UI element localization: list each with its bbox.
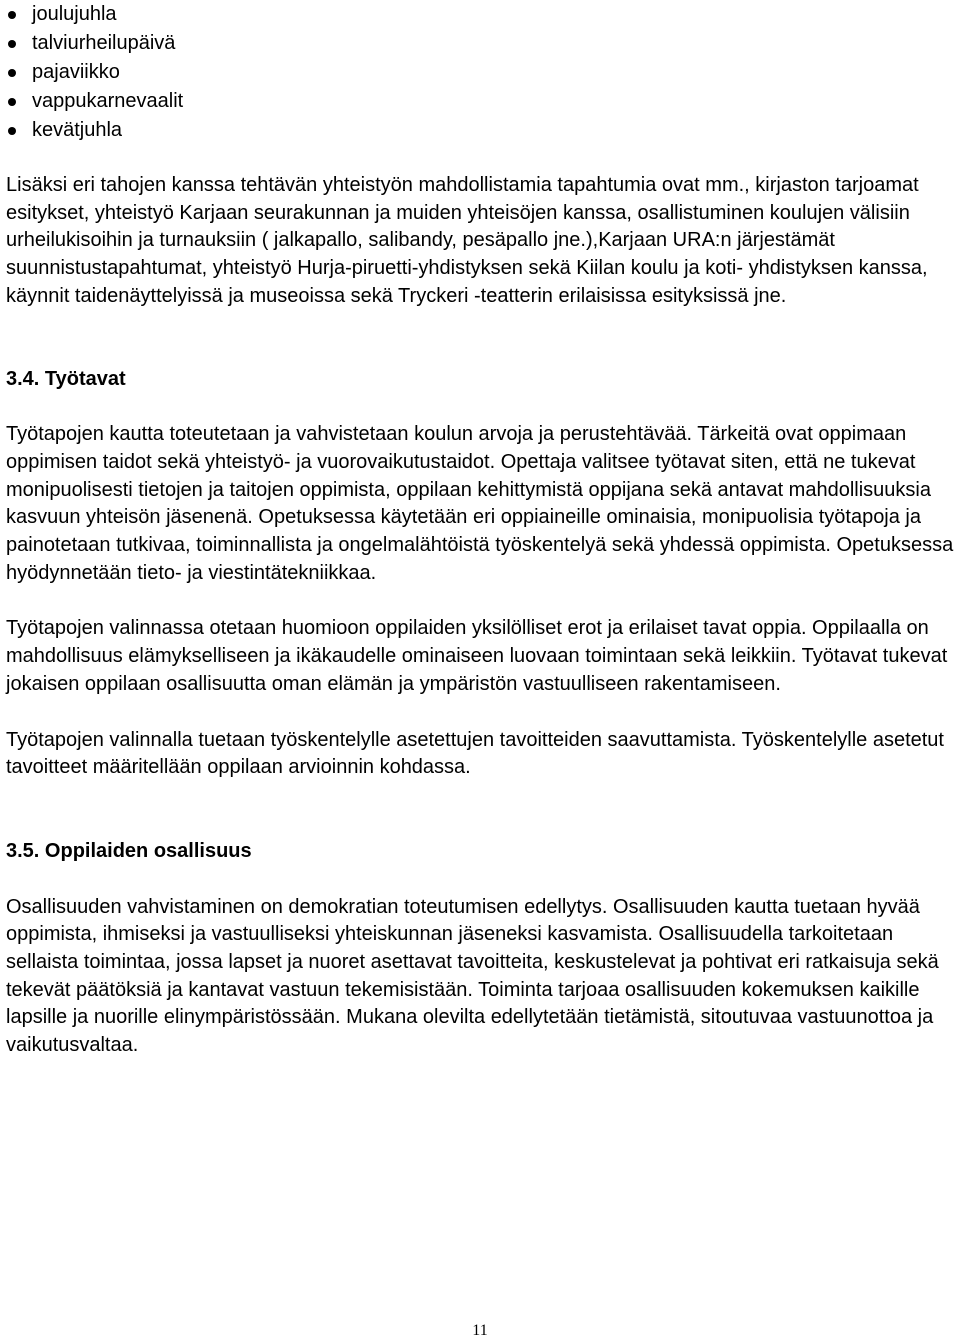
section-heading-tyotavat: 3.4. Työtavat xyxy=(6,367,126,390)
list-item-text: talviurheilupäivä xyxy=(32,32,176,54)
list-item xyxy=(6,87,956,116)
list-item-text: pajaviikko xyxy=(32,61,120,83)
bullet-icon xyxy=(8,69,16,77)
page-number: 11 xyxy=(472,1322,488,1339)
bullet-icon xyxy=(8,40,16,48)
bullet-icon xyxy=(8,11,16,19)
intro-paragraph: Lisäksi eri tahojen kanssa tehtävän yhteistyön mahdollistamia tapahtumia ovat mm., kirjaston tarjoamat esitykset, yhteistyö Karjaan seurakunnan ja muiden yhteisöjen kanssa, osallistuminen koulujen välisiin urheilukisoihin ja turnauksiin ( jalkapallo, salibandy, pesäpallo jne.),Karjaan URA:n järjestämät suunnistustapahtumat, yhteistyö Hurja-piruetti-yhdistyksen sekä Kiilan koulu ja koti- yhdistyksen kanssa, käynnit taidenäyttelyissä ja museoissa sekä Tryckeri -teatterin erilaisissa esityksissä jne. xyxy=(6,174,928,307)
list-item-text: vappukarnevaalit xyxy=(32,90,184,112)
list-item xyxy=(6,29,956,58)
paragraph: Työtapojen valinnalla tuetaan työskentelylle asetettujen tavoitteiden saavuttamista. Työskentelylle asetetut tavoitteet määritellään oppilaan arvioinnin kohdassa. xyxy=(6,728,944,779)
list-item xyxy=(6,0,956,29)
list-item-text: kevätjuhla xyxy=(32,119,123,141)
bullet-icon xyxy=(8,127,16,135)
paragraph: Työtapojen valinnassa otetaan huomioon oppilaiden yksilölliset erot ja erilaiset tavat oppia. Oppilaalla on mahdollisuus elämykselliseen ja ikäkaudelle ominaiseen luovaan toimintaan sekä leikkiin. Työtavat tukevat jokaisen oppilaan osallisuutta oman elämän ja ympäristön vastuulliseen rakentamiseen. xyxy=(6,617,948,695)
list-item-text: joulujuhla xyxy=(32,3,117,25)
document-page xyxy=(6,0,956,1060)
paragraph: Osallisuuden vahvistaminen on demokratian toteutumisen edellytys. Osallisuuden kautta tuetaan hyvää oppimista, ihmiseksi ja vastuulliseksi yhteiskunnan jäseneksi kasvamista. Osallisuudella tarkoitetaan sellaista toimintaa, jossa lapset ja nuoret asettavat tavoitteita, keskustelevat ja pohtivat eri ratkaisuja sekä tekevät päätöksiä ja kantavat vastuun tekemisistään. Toiminta tarjoaa osallisuuden kokemuksen kaikille lapsille ja nuorille elinympäristössään. Mukana olevilta edellytetään tietämistä, sitoutuvaa vastuunottoa ja vaikutusvaltaa. xyxy=(6,895,939,1057)
section-heading-osallisuus: 3.5. Oppilaiden osallisuus xyxy=(6,839,252,862)
list-item xyxy=(6,116,956,145)
event-bullet-list xyxy=(6,0,956,145)
list-item xyxy=(6,58,956,87)
bullet-icon xyxy=(8,98,16,106)
paragraph: Työtapojen kautta toteutetaan ja vahvistetaan koulun arvoja ja perustehtävää. Tärkeitä ovat oppimaan oppimisen taidot sekä yhteistyö- ja vuorovaikutustaidot. Opettaja valitsee työtavat siten, että ne tukevat monipuolisesti tietojen ja taitojen oppimista, oppilaan kehittymistä oppijana sekä antavat mahdollisuuksia kasvuun yhteisön jäsenenä. Opetuksessa käytetään eri oppiaineille ominaisia, monipuolisia työtapoja ja painotetaan tutkivaa, toiminnallista ja ongelmalähtöistä työskentelyä sekä yhdessä oppimista. Opetuksessa hyödynnetään tieto- ja viestintätekniikkaa. xyxy=(6,423,954,584)
